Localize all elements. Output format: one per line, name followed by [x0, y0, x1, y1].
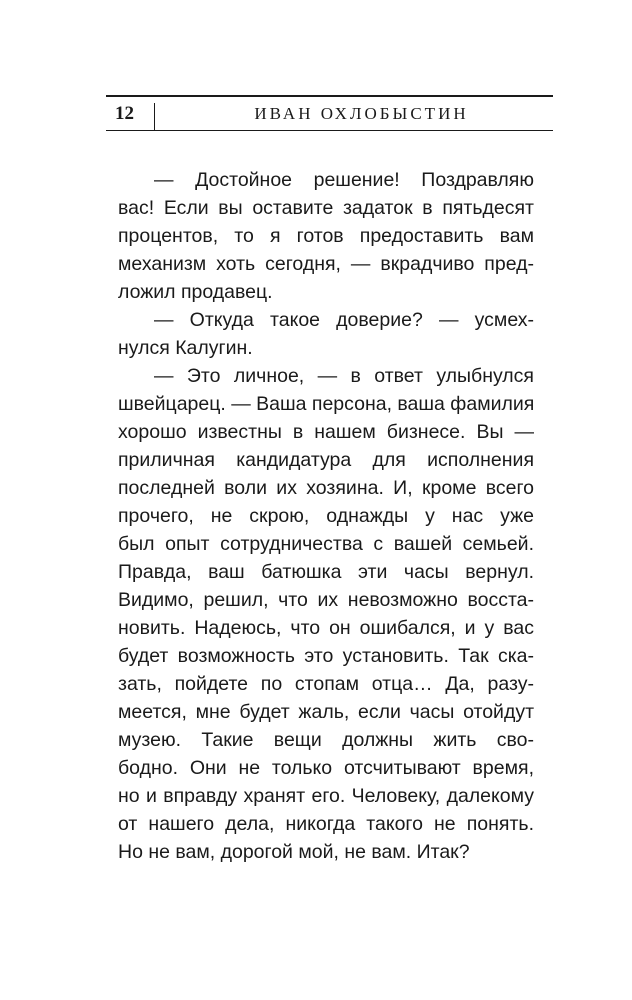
body-text: [118, 166, 534, 866]
text-line: зать, пойдете по стопам отца… Да, разу-: [118, 673, 534, 695]
running-header: [106, 95, 553, 131]
header-divider: [154, 103, 155, 130]
text-line: Видимо, решил, что их невозможно восста-: [118, 589, 534, 611]
text-line: нулся Калугин.: [118, 337, 253, 359]
text-line: от нашего дела, никогда такого не понять.: [118, 813, 534, 835]
text-line: прочего, не скрою, однажды у нас уже: [118, 505, 534, 527]
text-line: бодно. Они не только отсчитывают время,: [118, 757, 534, 779]
text-line: швейцарец. — Ваша персона, ваша фамилия: [118, 393, 535, 415]
text-line: будет возможность это установить. Так ска-: [118, 645, 534, 667]
text-line: последней воли их хозяина. И, кроме всего: [118, 477, 534, 499]
text-line: Правда, ваш батюшка эти часы вернул.: [118, 561, 534, 583]
text-line: вас! Если вы оставите задаток в пятьдесят: [118, 197, 534, 219]
text-line: — Это личное, — в ответ улыбнулся: [154, 365, 534, 387]
running-head-author: ИВАН ОХЛОБЫСТИН: [254, 104, 469, 123]
text-line: — Откуда такое доверие? — усмех-: [154, 309, 534, 331]
text-line: Но не вам, дорогой мой, не вам. Итак?: [118, 841, 470, 863]
text-line: механизм хоть сегодня, — вкрадчиво пред-: [118, 253, 534, 275]
text-line: процентов, то я готов предоставить вам: [118, 225, 534, 247]
text-line: музею. Такие вещи должны жить сво-: [118, 729, 534, 751]
text-line: был опыт сотрудничества с вашей семьей.: [118, 533, 534, 555]
page-number: 12: [115, 103, 134, 124]
text-line: но и вправду хранят его. Человеку, далекому: [118, 785, 534, 807]
text-line: хорошо известны в нашем бизнесе. Вы —: [118, 421, 534, 443]
text-line: — Достойное решение! Поздравляю: [154, 169, 534, 191]
text-line: меется, мне будет жаль, если часы отойдут: [118, 701, 534, 723]
text-line: новить. Надеюсь, что он ошибался, и у вас: [118, 617, 534, 639]
text-line: ложил продавец.: [118, 281, 273, 303]
text-line: приличная кандидатура для исполнения: [118, 449, 534, 471]
